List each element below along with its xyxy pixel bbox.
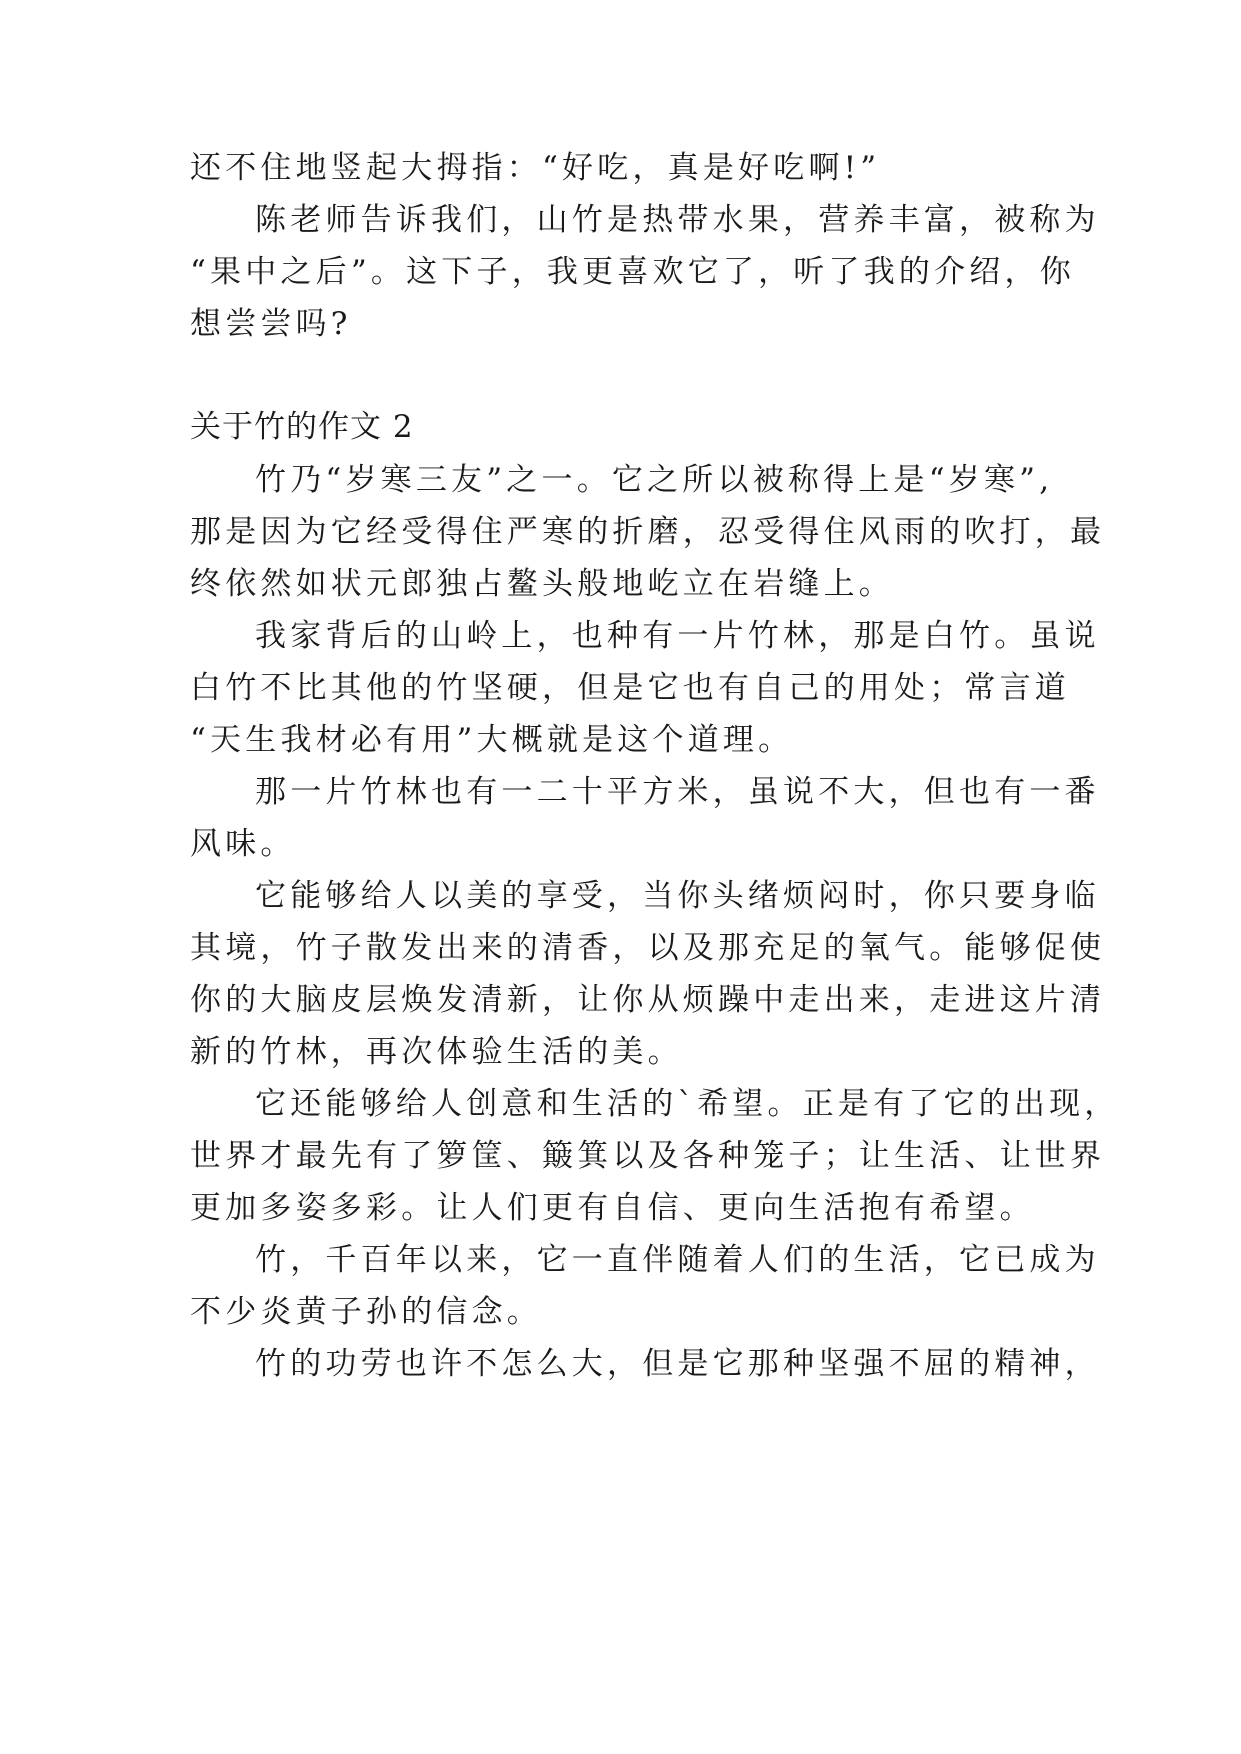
text-line: 更加多姿多彩。让人们更有自信、更向生活抱有希望。 (190, 1190, 1035, 1226)
text-line: 新的竹林，再次体验生活的美。 (190, 1034, 683, 1070)
text-line: 白竹不比其他的竹坚硬，但是它也有自己的用处；常言道 (190, 670, 1070, 706)
text-line: 还不住地竖起大拇指：“好吃，真是好吃啊!” (190, 150, 881, 186)
text-line: “天生我材必有用”大概就是这个道理。 (190, 722, 794, 758)
paragraph-start: 我家背后的山岭上，也种有一片竹林，那是白竹。虽说 (255, 618, 1100, 654)
text-line: 不少炎黄子孙的信念。 (190, 1294, 542, 1330)
paragraph-start: 陈老师告诉我们，山竹是热带水果，营养丰富，被称为 (255, 202, 1100, 238)
paragraph-start: 竹的功劳也许不怎么大，但是它那种坚强不屈的精神， (255, 1346, 1100, 1382)
section-title: 关于竹的作文 2 (190, 409, 414, 445)
paragraph-start: 那一片竹林也有一二十平方米，虽说不大，但也有一番 (255, 774, 1100, 810)
paragraph-start: 竹，千百年以来，它一直伴随着人们的生活，它已成为 (255, 1242, 1100, 1278)
text-line: 你的大脑皮层焕发清新，让你从烦躁中走出来，走进这片清 (190, 982, 1106, 1018)
text-line: 想尝尝吗? (190, 306, 352, 342)
text-line: 那是因为它经受得住严寒的折磨，忍受得住风雨的吹打，最 (190, 514, 1106, 550)
paragraph-start: 它还能够给人创意和生活的`希望。正是有了它的出现， (255, 1086, 1120, 1122)
text-line: 其境，竹子散发出来的清香，以及那充足的氧气。能够促使 (190, 930, 1106, 966)
paragraph-start: 竹乃“岁寒三友”之一。它之所以被称得上是“岁寒”, (255, 462, 1054, 498)
text-line: 风味。 (190, 826, 296, 862)
text-line: 终依然如状元郎独占鳌头般地屹立在岩缝上。 (190, 566, 894, 602)
text-line: 世界才最先有了箩筐、簸箕以及各种笼子；让生活、让世界 (190, 1138, 1106, 1174)
paragraph-start: 它能够给人以美的享受，当你头绪烦闷时，你只要身临 (255, 878, 1100, 914)
text-line: “果中之后”。这下子，我更喜欢它了，听了我的介绍，你 (190, 254, 1075, 290)
